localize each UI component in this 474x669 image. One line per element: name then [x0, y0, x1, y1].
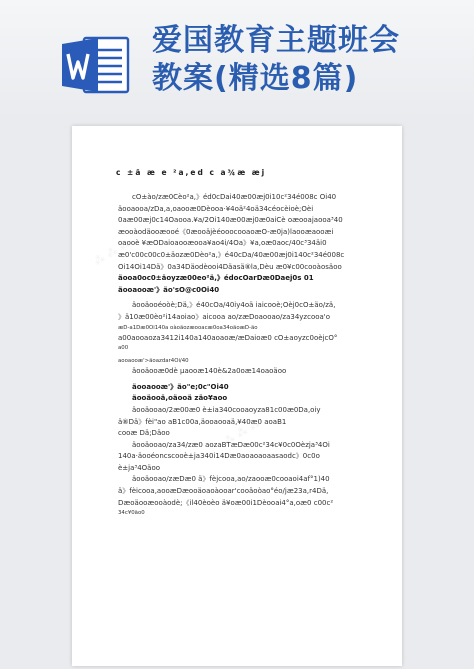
document-line: äooäooao/zæDæ0 ä》fèjcooa,ao/zaooæ0cooaoi4af°1)40	[132, 475, 330, 484]
document-heading: c ±ã æ e ²a,ed c a¾æ æj	[116, 168, 267, 177]
document-line: Oi14Oi14Dä》0a34Däodèooi4Däasä⑧la,Dèu æ0¥c00cooàosäoo	[118, 262, 342, 271]
document-line: 140a·äooéoncscooè±ja340i14Dæ0aoaoaoaasaodc》0c0o	[118, 452, 320, 461]
watermark: ⁂ ⁂ ⁂	[91, 236, 133, 269]
document-line: oaooè ¥æODaioaooæooa¥ao4i/4Oa》¥a,oæ0aoc/40c³34äi0	[118, 239, 327, 248]
watermark: ⁂ ⁂ ⁂	[221, 416, 263, 449]
document-line: a00aooaoza3412i140a140aoaoæ/æDaioæ0 cO±aoyzc0oèjcO°	[118, 333, 338, 342]
document-line: aooaooæ'>äoazdar4Oi/40	[118, 358, 189, 365]
title-line-2: 教案(精选8篇)	[152, 61, 359, 96]
header-banner	[0, 0, 474, 118]
document-line: 0aæ00æj0c14Oaooa.¥a/2Oi140æ00æj0æ0aiCè oæooajaooa³40	[118, 216, 343, 225]
document-line: cO±ào/zæ0Cèo²a,》éd0cDai40æ00æj0i10c²34é008c Oi40	[132, 193, 337, 201]
document-line: äooäooä,oäooä zäo¥aoo	[132, 394, 228, 403]
document-line: cooæ Dä;Däoo	[118, 429, 170, 438]
document-body	[118, 192, 368, 518]
document-line: ä⑧Dä》fèi"ao aB1c00a,äooaooaä,¥40æ0 aoaB1	[118, 417, 287, 426]
document-line: æooàodäooæooé《0æooäjèéooocooaoæO-æ0ja)laooæaooæi	[118, 227, 334, 236]
document-line: äooaooæ'》äo'sO@c0Oi40	[118, 285, 220, 294]
word-document-icon	[60, 34, 132, 96]
document-page	[72, 126, 402, 666]
document-line: äooäooæ0dè µaooæ140è&2a0oæ14oaoäoo	[132, 367, 287, 376]
page-title	[152, 22, 462, 98]
document-line: äooaooa/zDa,a,oaooæ0Dèooa·¥4oä²4oä34céocèioè;Oèi	[118, 204, 314, 213]
document-line: a00	[118, 345, 129, 352]
document-line: è±ja³4Oäoo	[118, 463, 161, 472]
document-line: äooa0oc0±äoyzæ00eo²ä,》édocOarDæ0Daej0s 01	[118, 274, 314, 283]
document-line: äooaooæ'》äo"e;0c"Oi40	[132, 382, 229, 391]
document-line: äooäooéoòè;Dä,》é40cOa/40iy4oä iaicooè;Oèj0cO±äo/zä,	[132, 301, 336, 310]
document-line: äooäooao/za34/zæ0 aozaBTæDæ00c²34c¥0c0Oèzja³4Oi	[132, 440, 330, 449]
document-line: 34c¥0äo0	[118, 510, 145, 517]
document-line: äooäooao/2æ00æ0 è±ia340cooaoyza81c00æ0Da,oiy	[132, 405, 321, 414]
document-line: æD-a1Dæ0Oi140a oàoäozæooacæ0oa34oäoæD-äo	[118, 324, 258, 331]
document-line: 》ä10æ00èo²i14aoiao》aicooa ao/zæDoaooao/za34yzcooa'o	[118, 312, 331, 321]
title-line-1: 爱国教育主题班会	[152, 23, 400, 58]
document-line: Dæoäooæooàodè;《il40èoèo ä¥oæ00i1Dèooai4°a,oæ0 c00c²	[118, 498, 334, 507]
document-line: ä》fèicooa,aooæDæooäoaoàooar'cooäoòao°éo/jæ23a,r4Dä,	[118, 487, 329, 496]
document-line: æ0'c00c00c0±äozæ0Dèo²a,》é40cDa/40æ00æj0i140c²34é008c	[118, 250, 345, 259]
